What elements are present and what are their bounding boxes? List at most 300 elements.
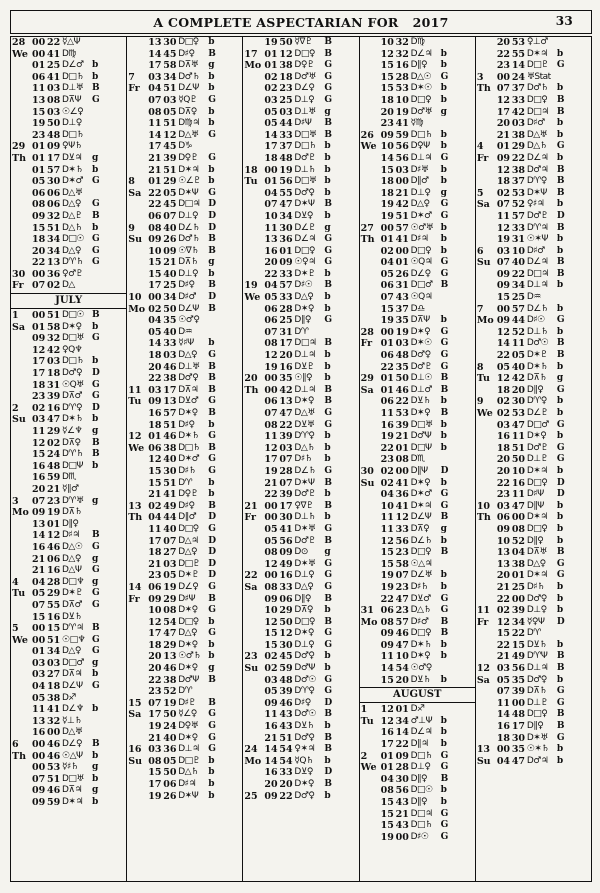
aspect-key: b bbox=[324, 605, 331, 616]
aspect-row bbox=[360, 95, 475, 107]
day-label bbox=[127, 686, 148, 698]
aspect-row bbox=[11, 496, 126, 508]
day-label bbox=[127, 60, 148, 72]
aspect-key bbox=[92, 716, 100, 728]
day-label bbox=[11, 72, 32, 84]
aspect: D✶♀ bbox=[410, 326, 431, 337]
aspect-row bbox=[476, 675, 591, 687]
aspect: D⊼Ψ bbox=[62, 94, 82, 105]
aspect-key: g bbox=[92, 576, 99, 587]
aspect-key: B bbox=[324, 384, 333, 395]
aspect-key: g bbox=[92, 657, 99, 668]
minute: 41 bbox=[47, 48, 61, 60]
day-label: Su bbox=[128, 234, 142, 246]
aspect: D♂♀ bbox=[294, 790, 315, 801]
day-label bbox=[127, 767, 148, 779]
aspect: D♈ bbox=[526, 628, 541, 639]
hour: 20 bbox=[496, 37, 511, 48]
minute: 52 bbox=[511, 199, 526, 211]
hour: 14 bbox=[380, 663, 394, 675]
day-label: Fr bbox=[476, 616, 489, 628]
minute: 55 bbox=[279, 187, 293, 199]
aspect-key: b bbox=[324, 489, 331, 500]
hour: 07 bbox=[264, 408, 278, 419]
hour: 04 bbox=[380, 773, 394, 785]
day-label bbox=[476, 431, 497, 443]
aspect-key: b bbox=[556, 535, 564, 546]
aspect-key bbox=[441, 37, 449, 49]
aspect-row bbox=[11, 391, 126, 403]
day-label bbox=[127, 211, 148, 223]
aspect: D✶♇ bbox=[294, 268, 316, 279]
aspect-row bbox=[360, 762, 475, 774]
minute: 24 bbox=[163, 721, 177, 733]
aspect-key bbox=[557, 72, 565, 84]
aspect-key: b bbox=[556, 396, 564, 407]
day-label bbox=[476, 118, 497, 130]
day-label bbox=[243, 675, 264, 687]
aspect-row bbox=[127, 733, 242, 745]
aspect: D∥♀ bbox=[410, 60, 428, 71]
hour: 22 bbox=[264, 489, 278, 501]
aspect: D△♄ bbox=[62, 222, 83, 233]
aspect: D♯♀ bbox=[178, 419, 195, 430]
aspect-key: b bbox=[324, 350, 331, 361]
minute: 00 bbox=[511, 512, 526, 524]
aspect-key: b bbox=[556, 674, 564, 685]
hour: 05 bbox=[380, 268, 394, 280]
day-label bbox=[243, 350, 264, 362]
hour: 17 bbox=[148, 141, 162, 153]
day-label: Mo bbox=[244, 60, 262, 72]
minute: 17 bbox=[47, 152, 61, 164]
aspect-key: D bbox=[556, 489, 565, 500]
aspect-row bbox=[243, 72, 358, 84]
aspect-key: B bbox=[440, 384, 449, 395]
hour: 16 bbox=[264, 245, 278, 257]
hour: 09 bbox=[380, 639, 394, 651]
aspect: D□♀ bbox=[526, 94, 548, 105]
aspect: D△♄ bbox=[526, 141, 548, 152]
hour: 16 bbox=[264, 767, 278, 779]
aspect: ☿∠♀ bbox=[178, 709, 197, 720]
day-label: Su bbox=[476, 755, 491, 767]
aspect: D⊼♄ bbox=[62, 507, 83, 518]
aspect-row bbox=[127, 60, 242, 72]
minute: 43 bbox=[279, 721, 293, 733]
aspect-key: B bbox=[92, 310, 100, 321]
hour: 21 bbox=[496, 651, 511, 663]
day-label: 29 bbox=[12, 141, 26, 153]
aspect-row bbox=[360, 431, 475, 443]
hour: 19 bbox=[264, 361, 278, 373]
aspect-key: G bbox=[556, 570, 565, 581]
minute: 49 bbox=[163, 500, 177, 512]
aspect: ♀Q♆ bbox=[62, 344, 83, 355]
minute: 01 bbox=[279, 245, 293, 257]
hour: 21 bbox=[32, 553, 46, 565]
aspect-row bbox=[127, 744, 242, 756]
aspect-row bbox=[360, 292, 475, 304]
aspect: D□♅ bbox=[62, 333, 85, 344]
minute: 28 bbox=[395, 71, 409, 83]
aspect-key: G bbox=[556, 419, 565, 430]
day-label: 8 bbox=[476, 361, 484, 373]
hour: 20 bbox=[32, 245, 46, 257]
aspect: D△♄ bbox=[178, 767, 199, 778]
aspect-row bbox=[127, 211, 242, 223]
aspect-row bbox=[243, 686, 358, 698]
aspect: D♯♀ bbox=[178, 500, 195, 511]
aspect: ☉∇♄ bbox=[178, 245, 199, 256]
hour: 00 bbox=[496, 744, 511, 756]
aspect: D⊻♂ bbox=[410, 593, 431, 604]
day-label: Th bbox=[12, 152, 26, 164]
aspect-key: b bbox=[440, 442, 447, 453]
day-label: 8 bbox=[128, 176, 135, 188]
aspect: ☉♂♅ bbox=[410, 222, 434, 233]
minute: 48 bbox=[279, 152, 293, 164]
aspect-key: b bbox=[556, 431, 564, 442]
aspect-row bbox=[243, 107, 358, 119]
aspect-key: b bbox=[324, 292, 331, 303]
minute: 00 bbox=[395, 245, 409, 257]
hour: 03 bbox=[148, 71, 162, 83]
aspect-row bbox=[360, 675, 475, 687]
aspect: D✶Ψ bbox=[178, 790, 199, 801]
aspect-row bbox=[360, 350, 475, 362]
day-label: Fr bbox=[12, 280, 24, 292]
aspect-key: B bbox=[208, 674, 216, 685]
hour: 15 bbox=[380, 820, 394, 832]
aspect-row bbox=[127, 663, 242, 675]
hour: 06 bbox=[148, 210, 162, 222]
hour: 16 bbox=[380, 727, 394, 739]
aspect: D⊥♃ bbox=[294, 384, 316, 395]
minute: 33 bbox=[279, 767, 293, 779]
aspect-key: b bbox=[440, 419, 447, 430]
day-label: 6 bbox=[12, 739, 19, 751]
minute: 15 bbox=[511, 639, 526, 651]
minute: 25 bbox=[511, 292, 526, 304]
aspect-key: B bbox=[440, 373, 449, 384]
aspect-key bbox=[557, 628, 565, 640]
day-label bbox=[360, 211, 381, 223]
aspect-key: G bbox=[208, 523, 216, 534]
aspect-key: g bbox=[440, 106, 447, 117]
aspect: D⊼♀ bbox=[294, 605, 314, 616]
day-label bbox=[243, 605, 264, 617]
aspect-row bbox=[243, 246, 358, 258]
aspect-key: b bbox=[556, 129, 564, 140]
minute: 20 bbox=[511, 384, 526, 396]
minute: 40 bbox=[163, 326, 177, 338]
aspect: D□☉ bbox=[62, 234, 85, 245]
aspect-key: G bbox=[324, 465, 333, 476]
aspect: D♂♄ bbox=[526, 83, 549, 94]
aspect-key: G bbox=[92, 681, 100, 692]
hour: 20 bbox=[32, 483, 46, 495]
aspect: ♀Ψ♄ bbox=[62, 141, 83, 152]
minute: 51 bbox=[47, 222, 61, 234]
aspect-key: g bbox=[208, 60, 215, 71]
hour: 06 bbox=[264, 396, 278, 408]
day-label bbox=[360, 727, 381, 739]
hour: 09 bbox=[496, 152, 511, 164]
aspect-row bbox=[360, 118, 475, 130]
aspect-row bbox=[360, 547, 475, 559]
aspect: D♈ bbox=[178, 477, 193, 488]
minute: 44 bbox=[511, 315, 526, 327]
aspect-key: b bbox=[324, 164, 331, 175]
hour: 05 bbox=[264, 535, 278, 547]
aspect-row bbox=[243, 118, 358, 130]
aspect-row bbox=[11, 153, 126, 165]
aspect-row bbox=[11, 727, 126, 739]
aspect-key: b bbox=[440, 94, 447, 105]
day-label: Sa bbox=[360, 384, 374, 396]
day-label bbox=[127, 675, 148, 687]
hour: 15 bbox=[148, 477, 162, 489]
day-label: 13 bbox=[128, 500, 142, 512]
hour: 00 bbox=[32, 623, 46, 635]
hour: 12 bbox=[380, 715, 394, 727]
minute: 51 bbox=[47, 310, 61, 322]
aspect: D∠♀ bbox=[294, 83, 315, 94]
day-label bbox=[243, 304, 264, 316]
aspect-row bbox=[360, 524, 475, 536]
minute: 16 bbox=[395, 60, 409, 72]
aspect: D□♀ bbox=[294, 245, 315, 256]
minute: 07 bbox=[279, 454, 293, 466]
hour: 05 bbox=[496, 361, 511, 373]
day-label bbox=[127, 362, 148, 374]
day-label bbox=[243, 141, 264, 153]
hour: 17 bbox=[148, 280, 162, 292]
aspect-row bbox=[360, 640, 475, 652]
hour: 11 bbox=[148, 523, 162, 535]
day-label bbox=[11, 211, 32, 223]
aspect-key: G bbox=[92, 599, 100, 610]
aspect: D□♄ bbox=[410, 820, 433, 831]
hour: 15 bbox=[380, 164, 394, 176]
aspect-row bbox=[243, 280, 358, 292]
day-label: 2 bbox=[360, 750, 368, 762]
minute: 53 bbox=[511, 408, 526, 419]
day-label bbox=[476, 536, 497, 548]
minute: 22 bbox=[279, 790, 293, 802]
aspect-row bbox=[360, 820, 475, 832]
aspect: ☉Q♃ bbox=[410, 292, 433, 303]
aspect-key: B bbox=[556, 176, 565, 187]
aspect-row bbox=[11, 438, 126, 450]
day-label bbox=[127, 454, 148, 466]
aspect: D✶♇ bbox=[178, 570, 200, 581]
minute: 55 bbox=[47, 599, 61, 611]
aspect: ☿∥♂ bbox=[62, 483, 79, 494]
day-label bbox=[476, 338, 497, 350]
aspect: D∥♀ bbox=[410, 797, 428, 807]
aspect-key: G bbox=[324, 60, 333, 71]
day-label bbox=[360, 582, 381, 594]
minute: 34 bbox=[279, 210, 293, 222]
aspect-row bbox=[127, 373, 242, 385]
aspect: D□♅ bbox=[294, 176, 317, 187]
aspect: ☉△♃ bbox=[410, 558, 433, 569]
hour: 07 bbox=[496, 199, 511, 211]
aspect-row bbox=[360, 704, 475, 716]
aspect-key: G bbox=[208, 94, 216, 105]
minute: 37 bbox=[511, 83, 526, 95]
minute: 43 bbox=[395, 292, 409, 304]
aspect: D⊥♀ bbox=[526, 605, 547, 616]
day-label bbox=[476, 709, 497, 721]
aspect-key: G bbox=[92, 176, 100, 187]
hour: 08 bbox=[264, 547, 278, 559]
hour: 00 bbox=[32, 634, 46, 646]
hour: 02 bbox=[496, 605, 511, 617]
aspect: D♈♀ bbox=[294, 431, 315, 442]
minute: 03 bbox=[47, 356, 61, 368]
minute: 48 bbox=[395, 350, 409, 362]
aspect: D♂♅ bbox=[410, 106, 433, 117]
hour: 11 bbox=[148, 118, 162, 130]
aspect-key: b bbox=[440, 739, 447, 750]
hour: 10 bbox=[148, 245, 162, 257]
aspect-key: b bbox=[440, 639, 447, 650]
aspect: D♍ bbox=[62, 48, 76, 59]
aspect-key: b bbox=[556, 234, 564, 245]
aspect: D♈♅ bbox=[62, 495, 84, 506]
day-label bbox=[11, 95, 32, 107]
aspect-key: B bbox=[92, 210, 100, 221]
day-label bbox=[476, 733, 497, 745]
aspect-row bbox=[127, 756, 242, 768]
aspect: D△♅ bbox=[62, 727, 83, 738]
aspect-key: b bbox=[208, 419, 215, 430]
hour: 09 bbox=[148, 396, 162, 408]
day-label: We bbox=[128, 442, 145, 454]
hour: 22 bbox=[380, 361, 394, 373]
aspect-row bbox=[360, 72, 475, 84]
minute: 47 bbox=[279, 408, 293, 419]
aspect-key bbox=[92, 269, 100, 281]
aspect: D□♃ bbox=[526, 106, 549, 117]
aspect: D♂☉ bbox=[294, 709, 316, 720]
day-label bbox=[360, 512, 381, 524]
aspect: D□♀ bbox=[410, 628, 432, 639]
aspect-row bbox=[476, 176, 591, 188]
day-label bbox=[476, 443, 497, 455]
aspect-row bbox=[11, 507, 126, 519]
aspect-key: g bbox=[324, 106, 331, 117]
minute: 05 bbox=[163, 106, 177, 118]
day-label bbox=[243, 767, 264, 779]
day-label bbox=[360, 785, 381, 797]
minute: 46 bbox=[163, 361, 177, 373]
aspect-key bbox=[92, 727, 100, 739]
day-label: Th bbox=[12, 750, 26, 762]
aspect: D♈♃ bbox=[526, 222, 549, 233]
hour: 03 bbox=[496, 663, 511, 675]
hour: 01 bbox=[148, 431, 162, 443]
minute: 22 bbox=[511, 268, 526, 280]
hour: 14 bbox=[380, 152, 394, 164]
aspect: D♯☉ bbox=[294, 280, 313, 291]
minute: 52 bbox=[511, 326, 526, 338]
aspect: ☿Q♄ bbox=[294, 755, 314, 766]
aspect-key: g bbox=[440, 523, 447, 534]
day-label: Mo bbox=[12, 507, 29, 519]
hour: 10 bbox=[496, 535, 511, 547]
aspect: D✶♀ bbox=[178, 732, 198, 743]
day-label: 26 bbox=[360, 129, 374, 141]
aspect: D△♅ bbox=[526, 129, 548, 140]
aspect: D✶Ψ bbox=[294, 199, 315, 210]
hour: 08 bbox=[264, 419, 278, 431]
minute: 50 bbox=[279, 37, 293, 48]
aspect-key: G bbox=[440, 489, 449, 500]
aspect-row bbox=[476, 246, 591, 258]
day-label bbox=[127, 165, 148, 177]
aspect-row bbox=[11, 704, 126, 716]
hour: 23 bbox=[496, 60, 511, 72]
aspect-key: B bbox=[556, 651, 565, 662]
aspect: D♈♃ bbox=[62, 623, 84, 634]
hour: 00 bbox=[32, 762, 46, 774]
minute: 03 bbox=[163, 558, 177, 570]
hour: 12 bbox=[32, 437, 46, 449]
aspect: D♯Ψ bbox=[526, 489, 544, 500]
aspect-key: b bbox=[324, 152, 331, 163]
aspect-key: b bbox=[324, 721, 331, 732]
day-label bbox=[360, 431, 381, 443]
aspect-key: b bbox=[440, 141, 447, 152]
minute: 42 bbox=[511, 106, 526, 118]
day-label bbox=[127, 257, 148, 269]
aspect-row bbox=[476, 698, 591, 710]
hour: 21 bbox=[264, 477, 278, 489]
aspect-row bbox=[476, 559, 591, 571]
minute: 14 bbox=[395, 727, 409, 739]
aspect-key: G bbox=[440, 257, 449, 268]
aspect-row bbox=[476, 350, 591, 362]
hour: 17 bbox=[496, 106, 511, 118]
aspect-row bbox=[476, 408, 591, 420]
aspect-key: B bbox=[556, 338, 565, 349]
aspect: D⊻♀ bbox=[294, 767, 314, 778]
hour: 18 bbox=[148, 419, 162, 431]
day-label: Sa bbox=[128, 709, 142, 721]
day-label bbox=[360, 675, 381, 687]
hour: 12 bbox=[496, 616, 511, 628]
day-label bbox=[360, 524, 381, 536]
hour: 22 bbox=[148, 199, 162, 211]
aspect: ☉△Ψ bbox=[62, 750, 83, 761]
aspect-key: b bbox=[556, 581, 564, 592]
hour: 18 bbox=[496, 442, 511, 454]
minute: 32 bbox=[395, 48, 409, 60]
hour: 05 bbox=[264, 106, 278, 118]
minute: 00 bbox=[395, 176, 409, 188]
aspect: D♏ bbox=[62, 472, 76, 483]
aspect-key: G bbox=[92, 234, 100, 245]
aspect-key: G bbox=[440, 605, 449, 616]
hour: 15 bbox=[380, 558, 394, 570]
aspect-row bbox=[243, 756, 358, 768]
aspect: D∠♃ bbox=[410, 727, 433, 738]
hour: 02 bbox=[264, 71, 278, 83]
